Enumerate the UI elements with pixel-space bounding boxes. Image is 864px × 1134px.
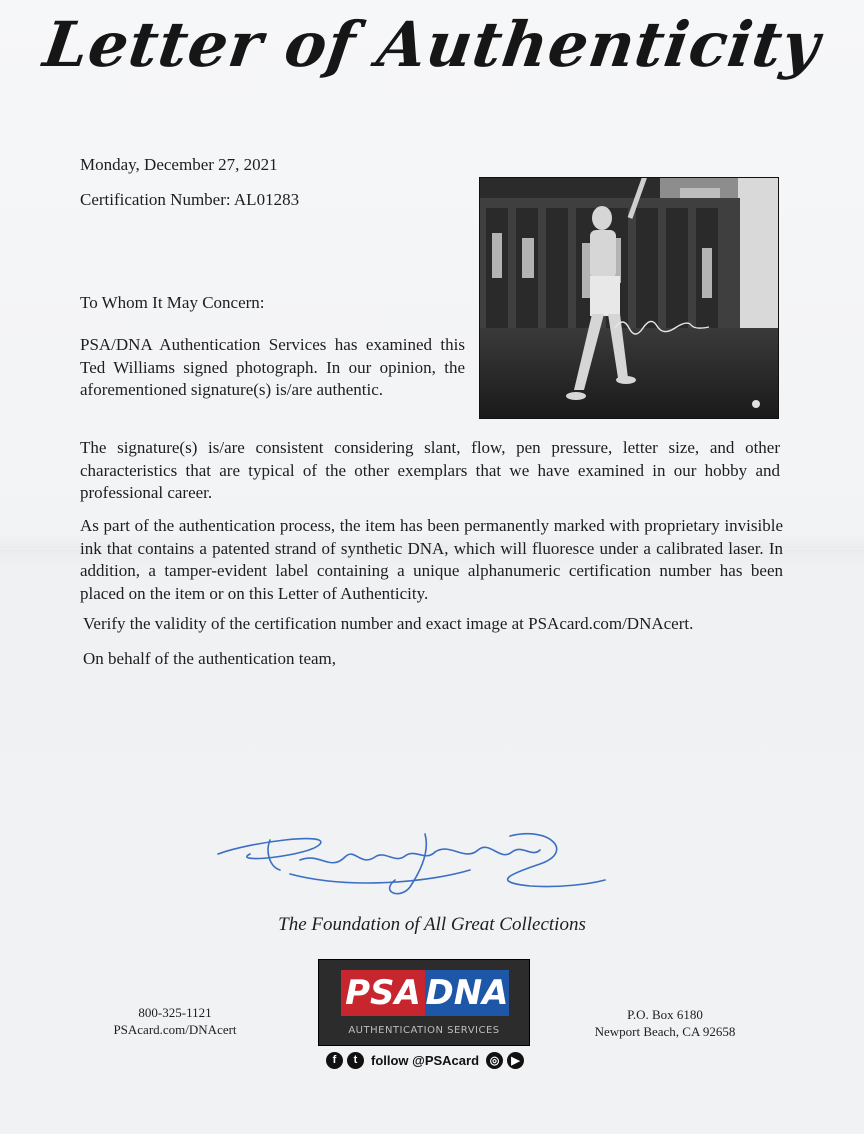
letter-date: Monday, December 27, 2021 (80, 155, 278, 174)
logo-dna: DNA (425, 970, 509, 1016)
salutation: To Whom It May Concern: (80, 293, 265, 312)
verify-text: Verify the validity of the certification number and exact image at PSAcard.com/DNAcert. (83, 614, 694, 633)
signed-photo (479, 177, 779, 419)
logo-strip: AUTHENTICATION SERVICES (348, 1025, 500, 1036)
paragraph-process: As part of the authentication process, the item has been permanently marked with proprietary invisible ink that contains a patented strand of synthetic DNA, which will fluoresce under a calibrated laser. In addition, a tamper-evident label containing a unique alphanumeric certification number has been placed on the item or on this Letter of Authenticity. (80, 516, 783, 603)
youtube-icon[interactable]: ▶ (507, 1052, 524, 1069)
paragraph-consistency: The signature(s) is/are consistent considering slant, flow, pen pressure, letter size, and other characteristics that are typical of the other exemplars that we have examined in our hobby and professional career. (80, 438, 780, 502)
certification-number: Certification Number: AL01283 (80, 190, 300, 209)
paragraph-examined: PSA/DNA Authentication Services has examined this Ted Williams signed photograph. In our opinion, the aforementioned signature(s) is/are authentic. (80, 335, 465, 399)
social-bar (325, 1049, 525, 1071)
contact-info (100, 1004, 250, 1038)
facebook-icon[interactable]: f (326, 1052, 343, 1069)
address-line2: Newport Beach, CA 92658 (594, 1024, 736, 1039)
address-line1: P.O. Box 6180 (627, 1007, 703, 1022)
psa-dna-logo (318, 959, 530, 1046)
mailing-address (580, 1006, 750, 1040)
page-title: Letter of Authenticity (39, 8, 825, 81)
logo-psa: PSA (341, 970, 425, 1016)
signed-photo-icon (480, 178, 778, 418)
signature (210, 812, 610, 900)
phone-number: 800-325-1121 (138, 1005, 212, 1020)
closing-text: On behalf of the authentication team, (83, 649, 337, 668)
tagline: The Foundation of All Great Collections (278, 914, 586, 935)
website-link[interactable]: PSAcard.com/DNAcert (113, 1022, 237, 1037)
social-label: follow @PSAcard (370, 1052, 480, 1068)
twitter-icon[interactable]: t (347, 1052, 364, 1069)
instagram-icon[interactable]: ◎ (486, 1052, 503, 1069)
handwritten-signature-icon (210, 812, 610, 900)
